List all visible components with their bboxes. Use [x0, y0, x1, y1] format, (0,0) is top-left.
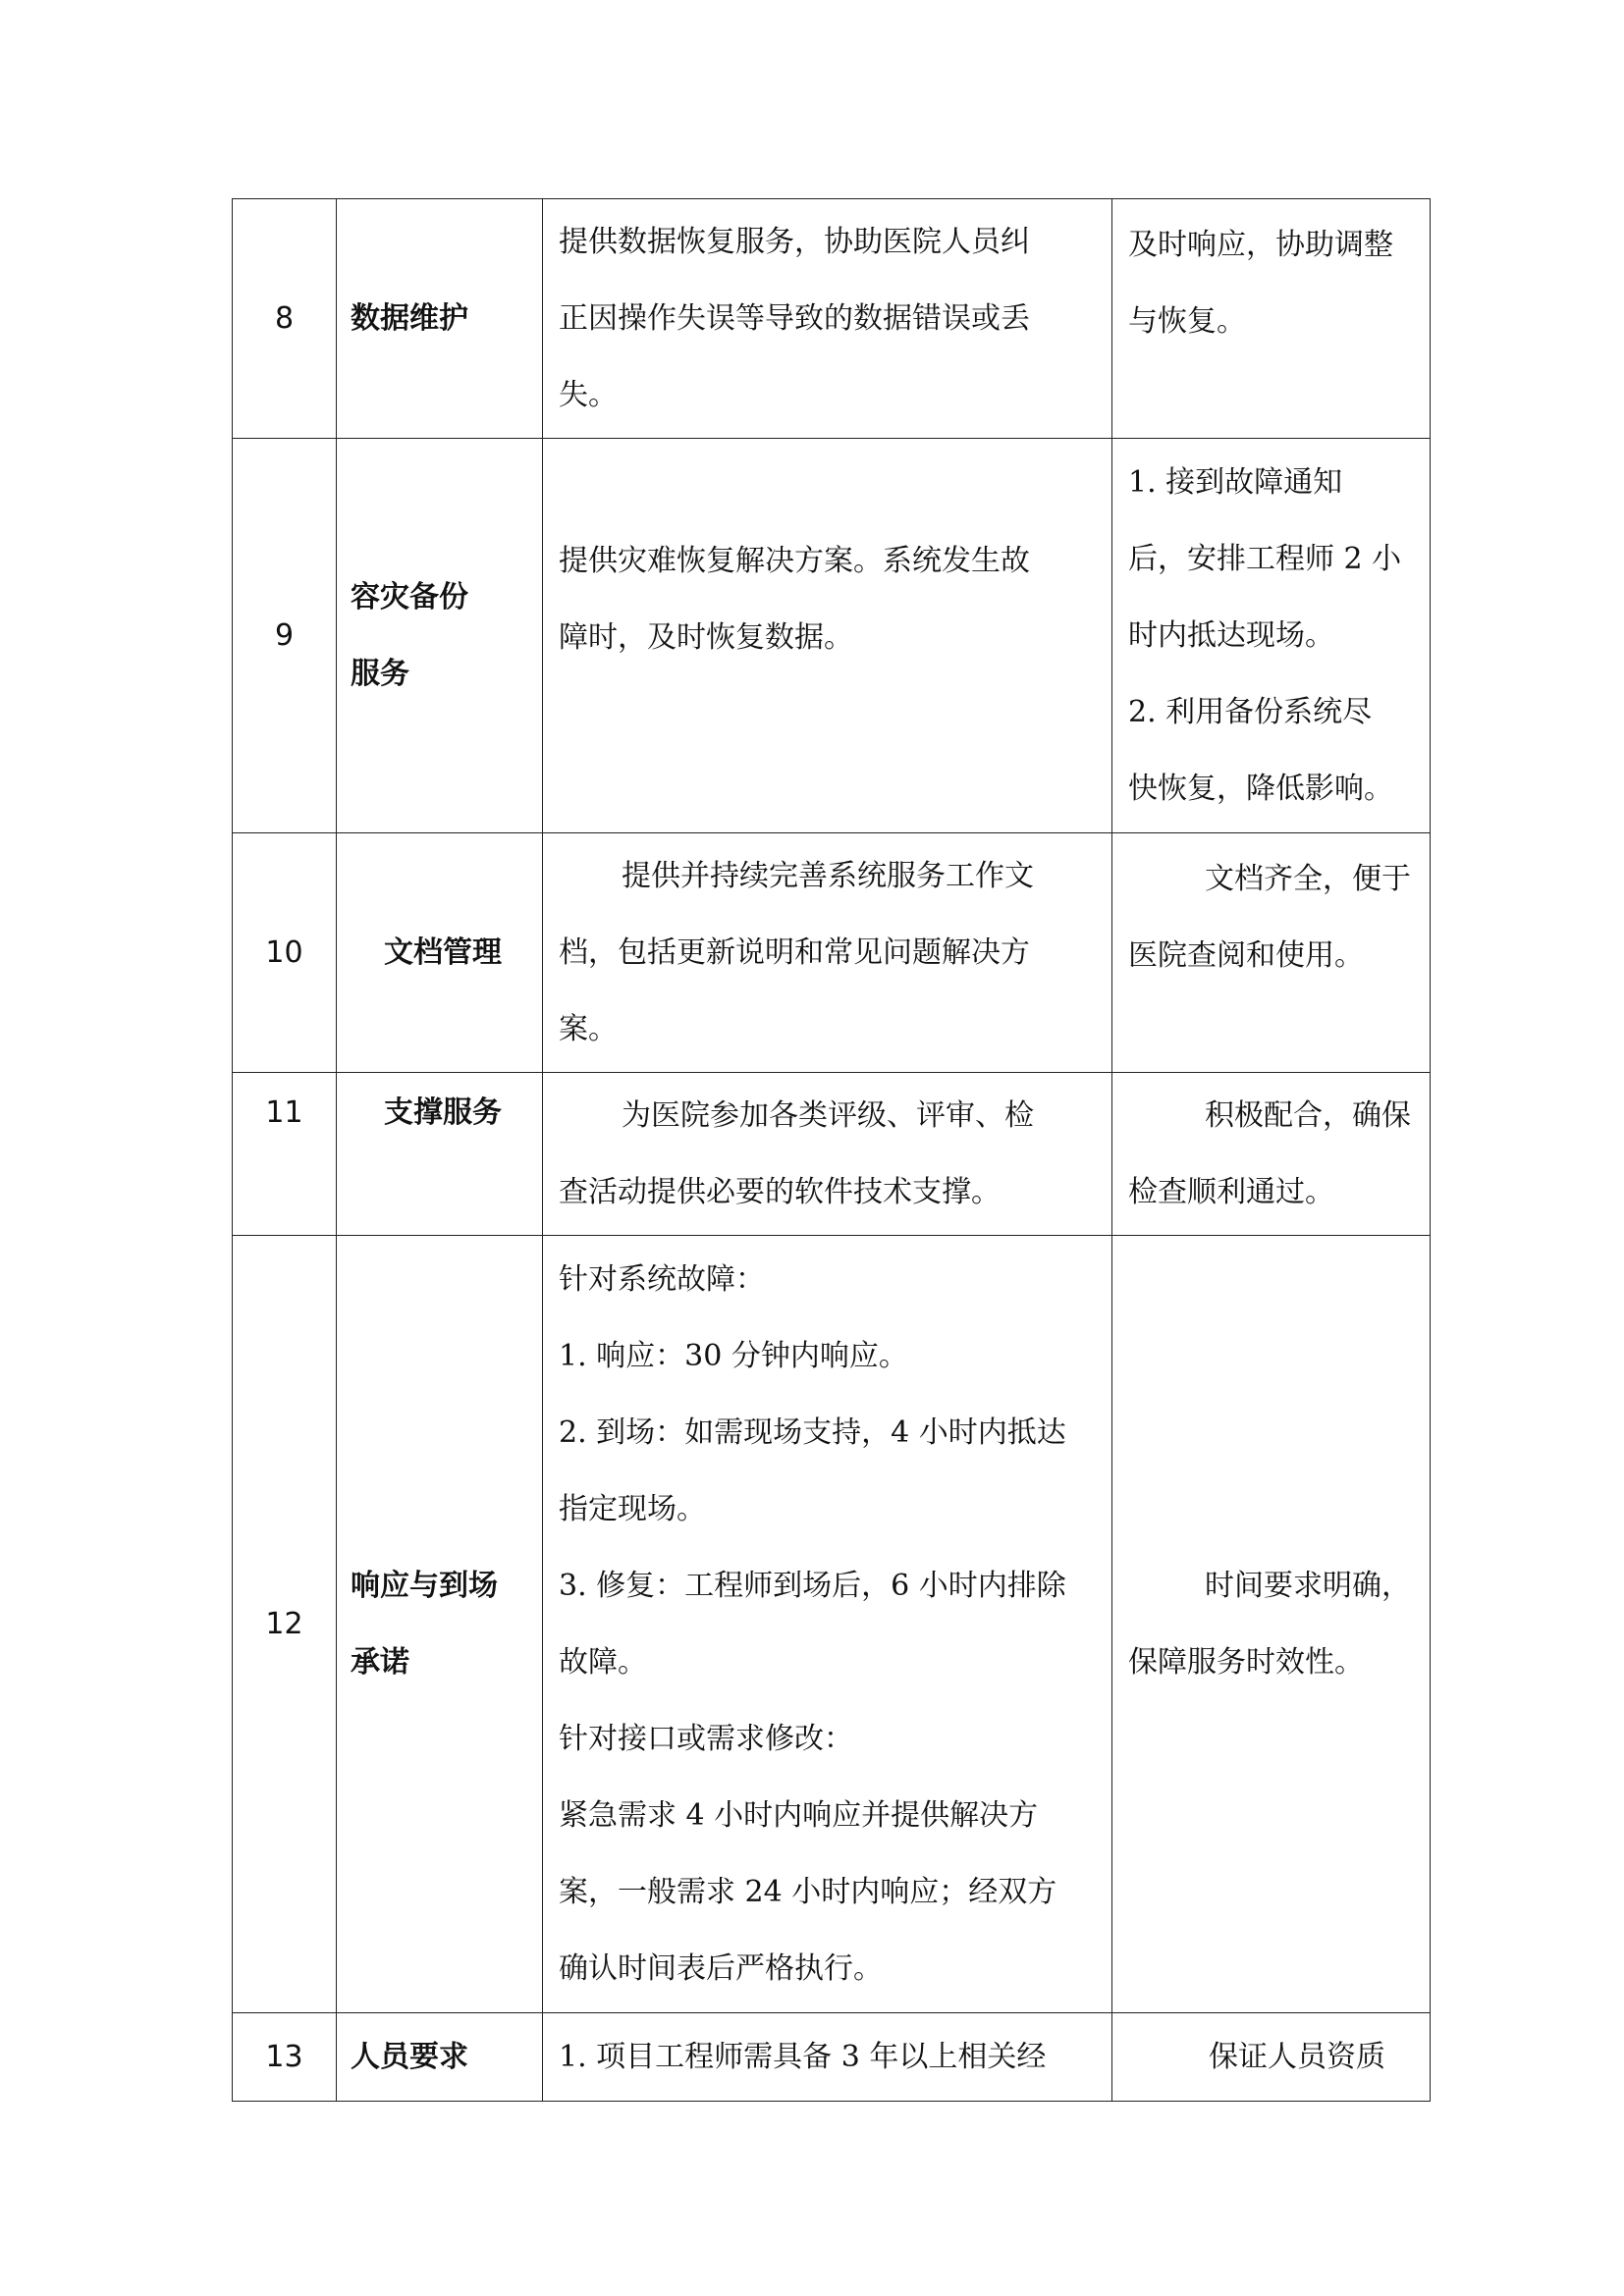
requirement-line: 检查顺利通过。 [1128, 1174, 1334, 1209]
content-line: 案，一般需求 24 小时内响应；经双方 [559, 1874, 1057, 1909]
row-number: 8 [233, 199, 337, 439]
content-line: 针对系统故障： [559, 1261, 765, 1297]
requirement-line: 及时响应，协助调整 [1128, 228, 1393, 262]
content-line: 障时，及时恢复数据。 [559, 620, 853, 655]
row-number: 11 [233, 1073, 337, 1236]
content-line: 确认时间表后严格执行。 [559, 1950, 883, 1986]
table-row-8 [233, 199, 1431, 439]
content-line: 紧急需求 4 小时内响应并提供解决方 [559, 1797, 1039, 1833]
content-line: 2. 到场：如需现场支持，4 小时内抵达 [559, 1415, 1066, 1450]
service-name [337, 199, 543, 439]
service-requirement [1112, 1073, 1431, 1236]
content-line: 指定现场。 [559, 1491, 706, 1526]
content-line: 提供并持续完善系统服务工作文 [622, 858, 1034, 893]
row-number: 12 [233, 1236, 337, 2013]
content-line: 档，包括更新说明和常见问题解决方 [559, 934, 1030, 970]
table-row-11 [233, 1073, 1431, 1236]
service-name [337, 833, 543, 1073]
requirement-line: 医院查阅和使用。 [1128, 938, 1364, 973]
service-name-line: 数据维护 [351, 300, 468, 336]
requirement-line: 时内抵达现场。 [1128, 617, 1334, 653]
requirement-line: 积极配合，确保 [1205, 1097, 1411, 1133]
content-line: 查活动提供必要的软件技术支撑。 [559, 1174, 1001, 1209]
service-content [543, 1073, 1112, 1236]
service-name [337, 2013, 543, 2102]
service-content [543, 1236, 1112, 2013]
content-line: 提供数据恢复服务，协助医院人员纠 [559, 224, 1030, 259]
content-line: 为医院参加各类评级、评审、检 [622, 1097, 1034, 1133]
requirement-line: 保障服务时效性。 [1128, 1644, 1364, 1680]
service-requirement [1112, 439, 1431, 833]
content-line: 案。 [559, 1011, 618, 1046]
content-line: 故障。 [559, 1644, 647, 1680]
requirement-line: 保证人员资质 [1209, 2039, 1385, 2074]
row-number: 10 [233, 833, 337, 1073]
content-line: 针对接口或需求修改： [559, 1721, 853, 1756]
requirement-line: 1. 接到故障通知 [1128, 464, 1343, 500]
requirement-line: 后，安排工程师 2 小 [1128, 541, 1402, 576]
service-name [337, 1236, 543, 2013]
service-requirement [1112, 833, 1431, 1073]
service-content [543, 833, 1112, 1073]
service-name-line: 服务 [351, 656, 409, 691]
service-requirement [1112, 2013, 1431, 2102]
content-line: 失。 [559, 377, 618, 412]
content-line: 3. 修复：工程师到场后，6 小时内排除 [559, 1568, 1066, 1603]
table-row-9 [233, 439, 1431, 833]
content-line: 提供灾难恢复解决方案。系统发生故 [559, 544, 1030, 578]
table-row-10 [233, 833, 1431, 1073]
service-table [232, 198, 1431, 2102]
service-name-line: 人员要求 [351, 2039, 468, 2074]
service-name-line: 响应与到场 [351, 1568, 498, 1603]
service-requirement [1112, 1236, 1431, 2013]
table-row-12 [233, 1236, 1431, 2013]
content-line: 正因操作失误等导致的数据错误或丢 [559, 300, 1030, 336]
service-content [543, 2013, 1112, 2102]
row-number: 9 [233, 439, 337, 833]
table-row-13 [233, 2013, 1431, 2102]
service-requirement [1112, 199, 1431, 439]
service-name-line: 承诺 [351, 1644, 409, 1680]
row-number: 13 [233, 2013, 337, 2102]
service-name-line: 文档管理 [384, 934, 502, 970]
content-line: 1. 响应：30 分钟内响应。 [559, 1338, 908, 1373]
requirement-line: 2. 利用备份系统尽 [1128, 694, 1373, 729]
service-name-line: 容灾备份 [351, 579, 468, 614]
service-name [337, 1073, 543, 1236]
requirement-line: 文档齐全，便于 [1205, 862, 1411, 896]
service-name [337, 439, 543, 833]
requirement-line: 与恢复。 [1128, 304, 1246, 339]
requirement-line: 时间要求明确， [1205, 1568, 1411, 1603]
service-content [543, 199, 1112, 439]
service-name-line: 支撑服务 [384, 1095, 502, 1130]
content-line: 1. 项目工程师需具备 3 年以上相关经 [559, 2039, 1047, 2074]
requirement-line: 快恢复，降低影响。 [1128, 771, 1393, 806]
service-content [543, 439, 1112, 833]
